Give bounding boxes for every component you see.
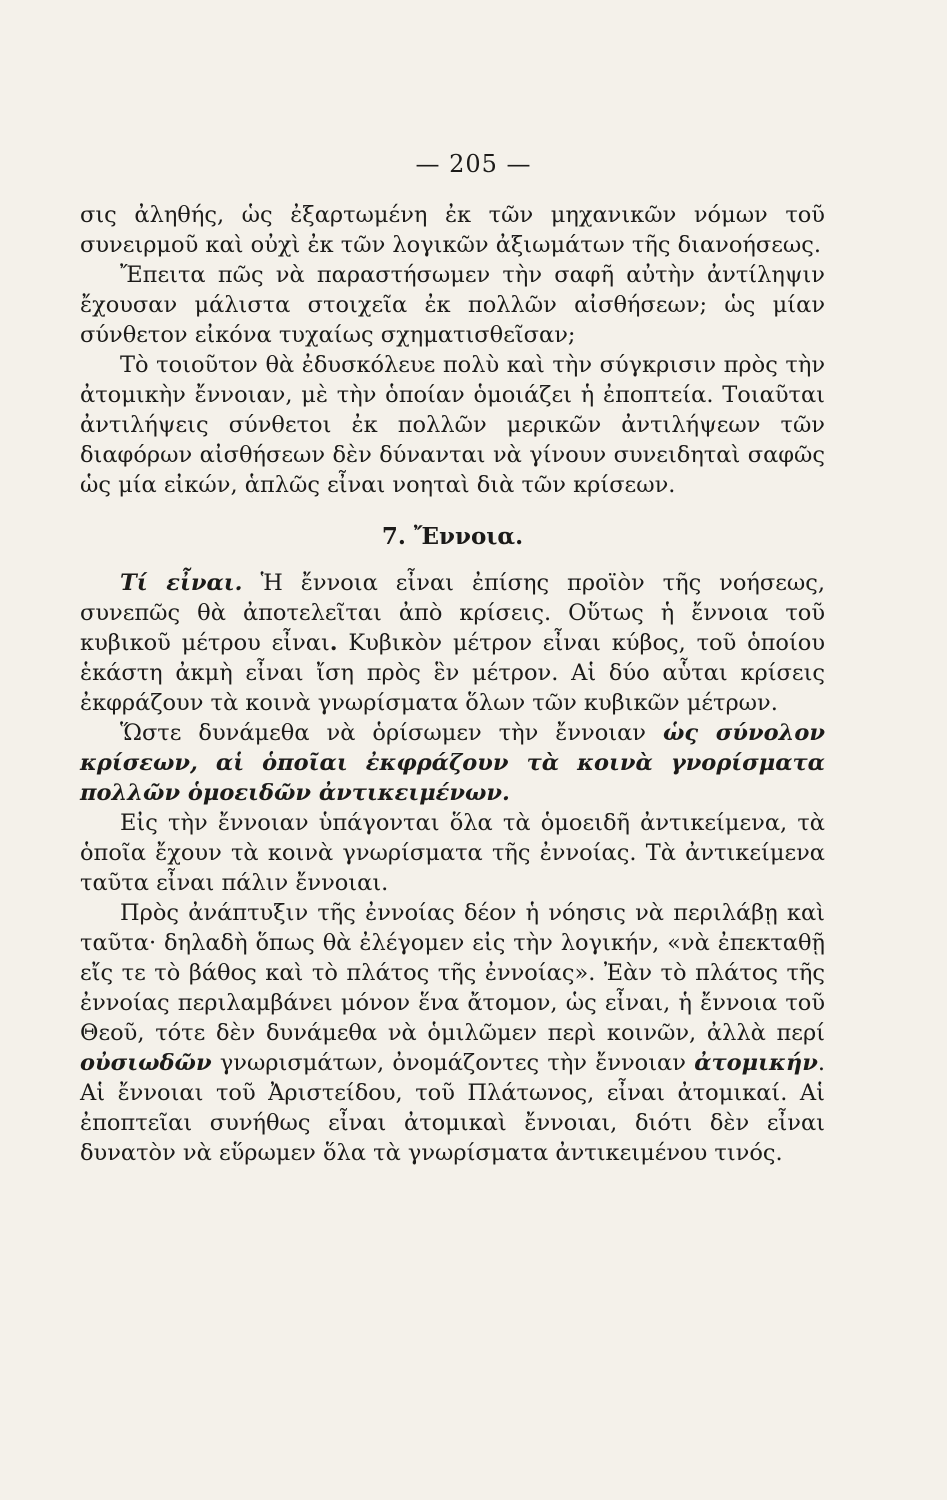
- body-text: [80, 200, 825, 1168]
- paragraph-5-text: Ὥστε δυνάμεθα νὰ ὁρίσωμεν τὴν ἔννοιαν: [120, 720, 663, 746]
- section-heading: 7. Ἔννοια.: [381, 523, 524, 550]
- paragraph-4-dot: .: [329, 630, 338, 656]
- paragraph-7-text-2: γνωρισμάτων, ὀνομάζοντες τὴν ἔννοιαν: [211, 1050, 695, 1076]
- paragraph-7-text-1: Πρὸς ἀνάπτυξιν τῆς ἐννοίας δέον ἡ νόησις νὰ περιλάβῃ καὶ ταῦτα· δηλαδὴ ὅπως θὰ ἐλέγομεν εἰς τὴν λογικήν, «νὰ ἐπεκταθῇ εἴς τε τὸ βάθος καὶ τὸ πλάτος τῆς ἐννοίας». Ἐὰν τὸ πλάτος τῆς ἐννοίας περιλαμβάνει μόνον ἕνα ἄτομον, ὡς εἶναι, ἡ ἔννοια τοῦ Θεοῦ, τότε δὲν δυνάμεθα νὰ ὁμιλῶμεν περὶ κοινῶν, ἀλλὰ περί: [80, 900, 825, 1046]
- paragraph-7-bold-1: οὐσιωδῶν: [80, 1050, 212, 1076]
- paragraph-1: σις ἀληθής, ὡς ἐξαρτωμένη ἐκ τῶν μηχανικῶν νόμων τοῦ συνειρμοῦ καὶ οὐχὶ ἐκ τῶν λογικῶν ἀξιωμάτων τῆς διανοήσεως.: [80, 202, 825, 258]
- paragraph-7: [80, 898, 825, 1168]
- paragraph-5-definition: ὡς σύνολον κρίσεων, αἱ ὁποῖαι ἐκφράζουν τὰ κοινὰ γνορίσματα πολλῶν ὁμοειδῶν ἀντικειμένων.: [80, 720, 825, 806]
- paragraph-6: Εἰς τὴν ἔννοιαν ὑπάγονται ὅλα τὰ ὁμοειδῆ ἀντικείμενα, τὰ ὁποῖα ἔχουν τὰ κοινὰ γνωρίσματα τῆς ἐννοίας. Τὰ ἀντικείμενα ταῦτα εἶναι πάλιν ἔννοιαι.: [80, 810, 825, 896]
- paragraph-4-lead: Τί εἶναι.: [120, 570, 243, 596]
- paragraph-4-text-2: Κυβικὸν μέτρον εἶναι κύβος, τοῦ ὁποίου ἑκάστη ἀκμὴ εἶναι ἴση πρὸς ἓν μέτρον. Αἱ δύο αὗται κρίσεις ἐκφράζουν τὰ κοινὰ γνωρίσματα ὅλων τῶν κυβικῶν μέτρων.: [80, 630, 825, 716]
- paragraph-4-text-1: Ἡ ἔννοια εἶναι ἐπίσης προϊὸν τῆς νοήσεως, συνεπῶς θὰ ἀποτελεῖται ἀπὸ κρίσεις. Οὕτως ἡ ἔννοια τοῦ κυβικοῦ μέτρου εἶναι: [80, 570, 825, 656]
- paragraph-4: [80, 568, 825, 718]
- paragraph-7-bold-2: ἀτομικήν: [694, 1050, 818, 1076]
- page-number: — 205 —: [415, 150, 532, 178]
- paragraph-5: [80, 718, 825, 808]
- paragraph-3: Τὸ τοιοῦτον θὰ ἐδυσκόλευε πολὺ καὶ τὴν σύγκρισιν πρὸς τὴν ἀτομικὴν ἔννοιαν, μὲ τὴν ὁποίαν ὁμοιάζει ἡ ἐποπτεία. Τοιαῦται ἀντιλήψεις σύνθετοι ἐκ πολλῶν μερικῶν ἀντιλήψεων τῶν διαφόρων αἰσθήσεων δὲν δύνανται νὰ γίνουν συνειδηταὶ σαφῶς ὡς μία εἰκών, ἁπλῶς εἶναι νοηταὶ διὰ τῶν κρίσεων.: [80, 352, 825, 498]
- paragraph-7-text-3: . Αἱ ἔννοιαι τοῦ Ἀριστείδου, τοῦ Πλάτωνος, εἶναι ἀτομικαί. Αἱ ἐποπτεῖαι συνήθως εἶναι ἀτομικαὶ ἔννοιαι, διότι δὲν εἶναι δυνατὸν νὰ εὕρωμεν ὅλα τὰ γνωρίσματα ἀντικειμένου τινός.: [80, 1050, 825, 1166]
- paragraph-2: Ἔπειτα πῶς νὰ παραστήσωμεν τὴν σαφῆ αὐτὴν ἀντίληψιν ἔχουσαν μάλιστα στοιχεῖα ἐκ πολλῶν αἰσθήσεων; ὡς μίαν σύνθετον εἰκόνα τυχαίως σχηματισθεῖσαν;: [80, 262, 825, 348]
